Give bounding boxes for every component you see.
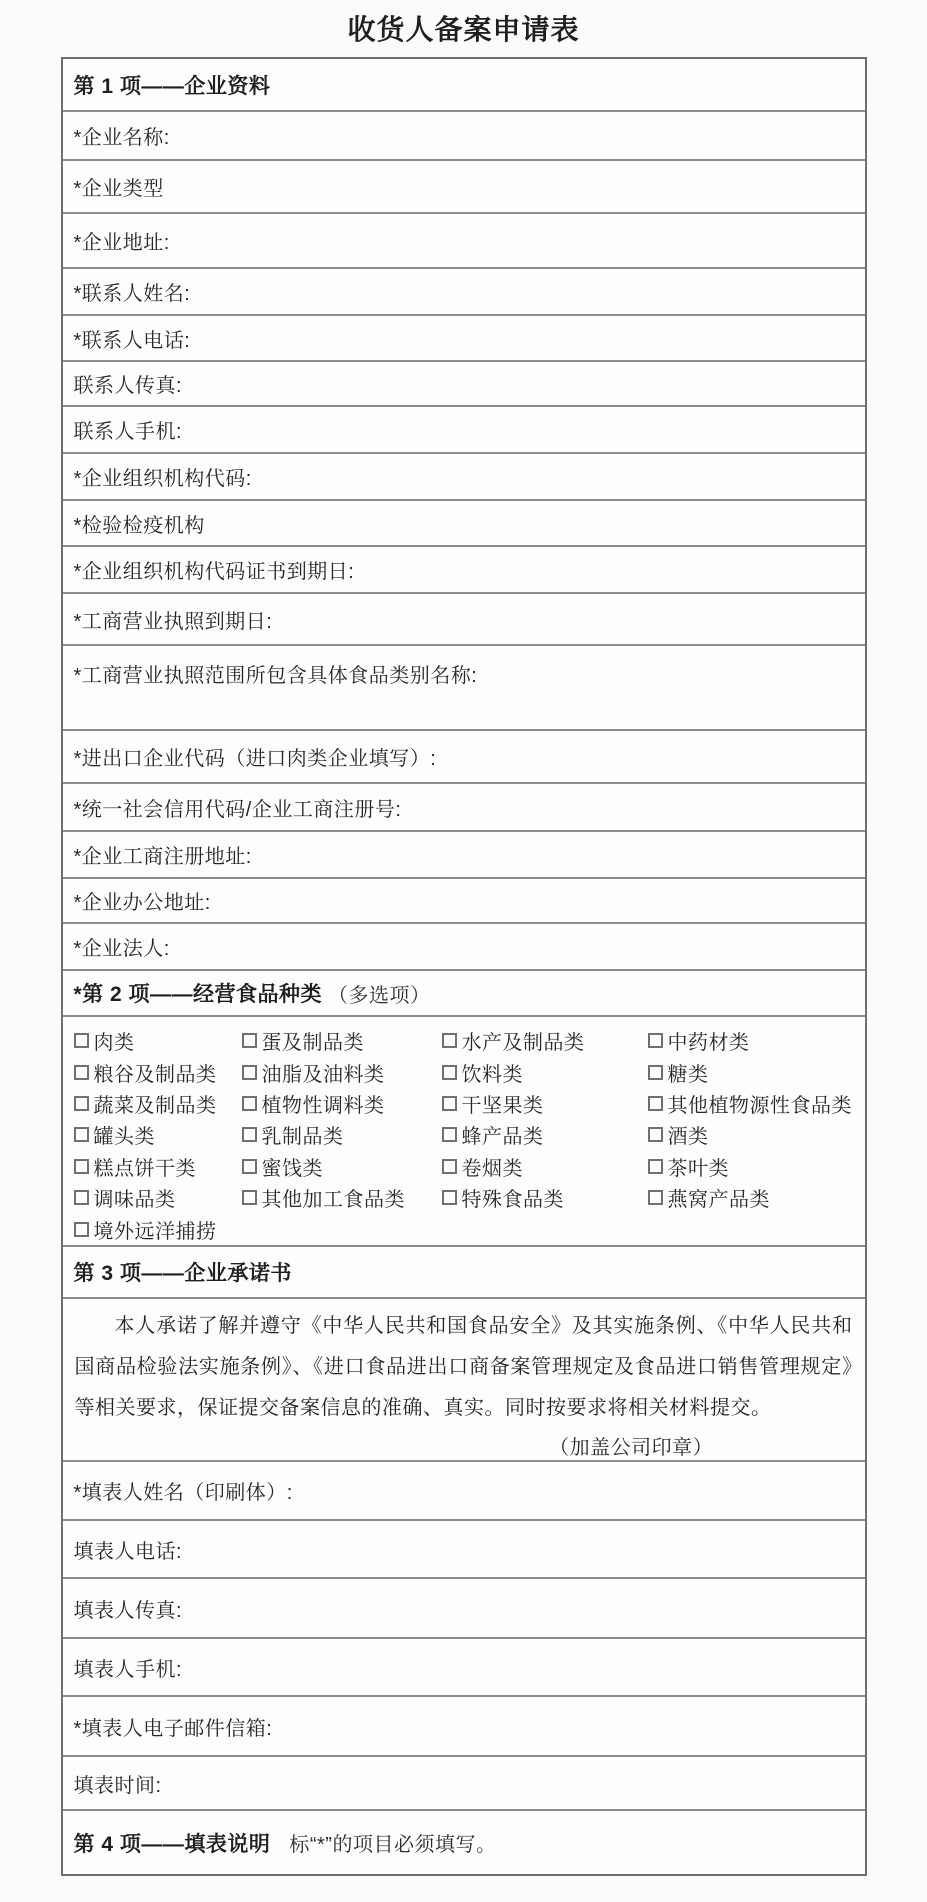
row-license-scope-food-categories [63, 646, 865, 731]
section1-header [63, 59, 865, 112]
row-contact-phone [63, 316, 865, 362]
row-business-license-expiry [63, 594, 865, 646]
row-enterprise-type [63, 161, 865, 214]
field-label: *工商营业执照范围所包含具体食品类别名称: [73, 665, 478, 687]
checkbox-label: 境外远洋捕捞 [93, 1220, 217, 1243]
page-title: 收货人备案申请表 [347, 14, 580, 45]
checkbox-label: 中药材类 [667, 1032, 750, 1055]
row-ciq-agency [63, 501, 865, 547]
checkbox-icon[interactable] [74, 1222, 89, 1237]
checkbox-icon[interactable] [74, 1159, 89, 1174]
checkbox-icon[interactable] [648, 1127, 663, 1142]
section2-header [63, 971, 865, 1017]
checkbox-icon[interactable] [442, 1033, 457, 1048]
field-label: 填表人电话: [73, 1540, 183, 1563]
checkbox-icon[interactable] [242, 1033, 257, 1048]
section3-header-label: 第 3 项——企业承诺书 [73, 1262, 292, 1285]
row-filler-email [63, 1697, 865, 1757]
section4-header-label: 第 4 项——填表说明 [73, 1832, 271, 1856]
section3-header [63, 1247, 865, 1299]
checkbox-icon[interactable] [442, 1159, 457, 1174]
food-category-option[interactable] [648, 1026, 854, 1055]
checkbox-label: 特殊食品类 [461, 1189, 564, 1212]
checkbox-icon[interactable] [442, 1096, 457, 1111]
field-label: *联系人电话: [73, 329, 191, 352]
checkbox-label: 酒类 [667, 1126, 709, 1149]
checkbox-icon[interactable] [442, 1065, 457, 1080]
checkbox-label: 茶叶类 [667, 1157, 729, 1180]
company-stamp-note: （加盖公司印章） [549, 1437, 714, 1459]
checkbox-icon[interactable] [442, 1127, 457, 1142]
food-category-option[interactable] [648, 1120, 854, 1149]
checkbox-label: 蜂产品类 [461, 1126, 544, 1149]
food-category-option[interactable] [442, 1058, 648, 1087]
section2-header-label: *第 2 项——经营食品种类 [73, 983, 323, 1006]
checkbox-label: 蔬菜及制品类 [93, 1094, 217, 1117]
section4-instruction-note: 标“*”的项目必须填写。 [289, 1834, 497, 1856]
section4-row [63, 1811, 865, 1874]
food-category-option[interactable] [74, 1152, 242, 1181]
checkbox-icon[interactable] [242, 1127, 257, 1142]
food-category-option[interactable] [242, 1183, 442, 1212]
field-label: *企业类型 [73, 178, 164, 200]
field-label: *统一社会信用代码/企业工商注册号: [73, 798, 402, 821]
food-category-option[interactable] [242, 1089, 442, 1118]
checkbox-label: 卷烟类 [461, 1157, 523, 1180]
checkbox-icon[interactable] [442, 1190, 457, 1205]
section1-header-label: 第 1 项——企业资料 [73, 74, 271, 98]
checkbox-icon[interactable] [648, 1033, 663, 1048]
row-filler-mobile [63, 1639, 865, 1697]
food-category-option[interactable] [242, 1058, 442, 1087]
row-contact-fax [63, 362, 865, 407]
field-label: *检验检疫机构 [73, 514, 205, 537]
food-category-option[interactable] [648, 1152, 854, 1181]
food-category-option[interactable] [442, 1089, 648, 1118]
field-label: 联系人传真: [73, 375, 183, 397]
field-label: *工商营业执照到期日: [73, 610, 273, 633]
checkbox-label: 肉类 [93, 1032, 135, 1055]
checkbox-label: 其他植物源性食品类 [667, 1094, 852, 1117]
field-label: *企业办公地址: [73, 892, 211, 914]
food-category-checkbox-area [63, 1017, 865, 1247]
checkbox-icon[interactable] [242, 1065, 257, 1080]
checkbox-label: 油脂及油料类 [261, 1063, 385, 1086]
field-label: 填表人传真: [73, 1599, 183, 1622]
checkbox-icon[interactable] [648, 1159, 663, 1174]
food-category-option[interactable] [442, 1120, 648, 1149]
row-enterprise-name [63, 112, 865, 161]
row-legal-representative [63, 924, 865, 971]
checkbox-icon[interactable] [648, 1190, 663, 1205]
checkbox-icon[interactable] [648, 1065, 663, 1080]
checkbox-icon[interactable] [74, 1096, 89, 1111]
food-category-option[interactable] [242, 1026, 442, 1055]
row-fill-date [63, 1757, 865, 1811]
checkbox-label: 乳制品类 [261, 1126, 344, 1149]
row-contact-mobile [63, 407, 865, 454]
field-label: 填表人手机: [73, 1658, 183, 1681]
food-category-option[interactable] [74, 1089, 242, 1118]
checkbox-label: 蛋及制品类 [261, 1032, 364, 1055]
food-category-option[interactable] [242, 1152, 442, 1181]
food-category-grid [74, 1025, 854, 1245]
food-category-option[interactable] [442, 1026, 648, 1055]
field-label: *联系人姓名: [73, 283, 191, 305]
field-label: *企业组织机构代码证书到期日: [73, 561, 355, 583]
checkbox-label: 调味品类 [93, 1189, 176, 1212]
row-office-address [63, 879, 865, 924]
field-label: *填表人姓名（印刷体）: [73, 1482, 293, 1504]
checkbox-label: 饮料类 [461, 1063, 523, 1086]
food-category-option[interactable] [74, 1215, 242, 1244]
food-category-option[interactable] [74, 1058, 242, 1087]
row-contact-name [63, 269, 865, 316]
row-uscc-registration-no [63, 784, 865, 832]
food-category-option[interactable] [242, 1120, 442, 1149]
field-label: 联系人手机: [73, 421, 183, 443]
field-label: 填表时间: [73, 1774, 162, 1797]
food-category-option[interactable] [74, 1183, 242, 1212]
checkbox-label: 植物性调料类 [261, 1094, 385, 1117]
field-label: *企业名称: [73, 127, 170, 149]
row-enterprise-address [63, 214, 865, 269]
checkbox-icon[interactable] [74, 1033, 89, 1048]
field-label: *企业组织机构代码: [73, 468, 252, 490]
application-form-table [61, 57, 867, 1876]
checkbox-label: 干坚果类 [461, 1094, 544, 1117]
checkbox-icon[interactable] [74, 1065, 89, 1080]
checkbox-icon[interactable] [242, 1190, 257, 1205]
field-label: *进出口企业代码（进口肉类企业填写）: [73, 748, 437, 770]
food-category-option[interactable] [74, 1120, 242, 1149]
checkbox-icon[interactable] [74, 1127, 89, 1142]
row-registered-address [63, 832, 865, 879]
row-org-code [63, 454, 865, 501]
field-label: *企业地址: [73, 232, 170, 254]
food-category-option[interactable] [648, 1183, 854, 1212]
row-filler-phone [63, 1521, 865, 1579]
row-import-export-code [63, 731, 865, 784]
commitment-cell [63, 1299, 865, 1462]
section2-header-note: （多选项） [328, 984, 431, 1007]
food-category-option[interactable] [442, 1183, 648, 1212]
commitment-text: 本人承诺了解并遵守《中华人民共和国食品安全》及其实施条例、《中华人民共和国商品检验法实施条例》、《进口食品进出口商备案管理规定及食品进口销售管理规定》等相关要求，保证提交备案信息的准确、真实。同时按要求将相关材料提交。 [74, 1315, 853, 1419]
checkbox-icon[interactable] [648, 1096, 663, 1111]
checkbox-icon[interactable] [242, 1159, 257, 1174]
checkbox-label: 粮谷及制品类 [93, 1063, 217, 1086]
row-org-code-cert-expiry [63, 547, 865, 594]
checkbox-label: 罐头类 [93, 1126, 155, 1149]
checkbox-icon[interactable] [74, 1190, 89, 1205]
checkbox-label: 糖类 [667, 1063, 709, 1086]
checkbox-label: 其他加工食品类 [261, 1189, 405, 1212]
food-category-option[interactable] [648, 1089, 854, 1118]
row-filler-name [63, 1462, 865, 1521]
checkbox-label: 蜜饯类 [261, 1157, 323, 1180]
checkbox-label: 糕点饼干类 [93, 1157, 196, 1180]
field-label: *企业法人: [73, 938, 170, 960]
food-category-option[interactable] [648, 1058, 854, 1087]
checkbox-label: 水产及制品类 [461, 1032, 585, 1055]
food-category-option[interactable] [74, 1026, 242, 1055]
field-label: *企业工商注册地址: [73, 846, 252, 868]
food-category-option[interactable] [442, 1152, 648, 1181]
checkbox-label: 燕窝产品类 [667, 1189, 770, 1212]
field-label: *填表人电子邮件信箱: [73, 1717, 273, 1740]
checkbox-icon[interactable] [242, 1096, 257, 1111]
row-filler-fax [63, 1579, 865, 1639]
